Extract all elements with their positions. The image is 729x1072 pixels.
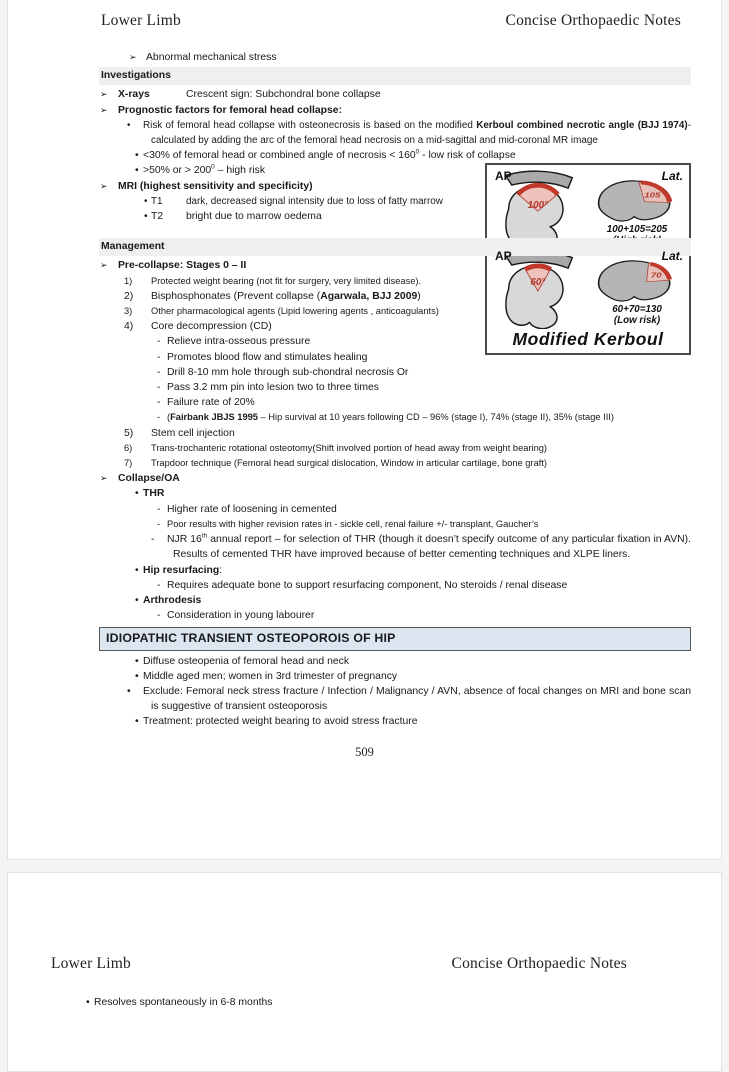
list-marker: -	[157, 336, 161, 348]
content-line: • T2 bright due to marrow oedema	[99, 209, 691, 224]
risk-level: (Low risk)	[613, 315, 661, 327]
content-line: - Promotes blood flow and stimulates healing	[99, 350, 691, 365]
ap-angle-high: 100°	[527, 200, 549, 212]
list-marker: •	[135, 655, 139, 667]
content-line: ➢ Prognostic factors for femoral head collapse:	[99, 103, 691, 118]
lat-angle-low: 70	[650, 270, 662, 280]
list-number: 7)	[124, 458, 133, 469]
list-marker: •	[86, 997, 90, 1008]
content-line: • THR	[99, 486, 691, 501]
content-line: - Relieve intra-osseous pressure	[99, 334, 691, 349]
content-line: ➢ MRI (highest sensitivity and specificity)	[99, 179, 691, 194]
content-line: ➢ X-rays Crescent sign: Subchondral bone collapse	[99, 87, 691, 102]
list-marker: •	[144, 195, 148, 207]
section-management: Management	[99, 238, 691, 256]
running-header-title: Concise Orthopaedic Notes	[451, 955, 627, 972]
content-line: ➢ Collapse/OA	[99, 471, 691, 486]
running-header-chapter: Lower Limb	[101, 12, 181, 29]
list-marker: -	[157, 397, 161, 409]
list-number: 3)	[124, 306, 133, 317]
lat-view-label: Lat.	[661, 169, 683, 184]
content-line: • T1 dark, decreased signal intensity due to loss of fatty marrow	[99, 194, 691, 209]
list-marker: -	[157, 351, 161, 363]
content-line: - Pass 3.2 mm pin into lesion two to three times	[99, 380, 691, 395]
list-number: 2)	[124, 290, 134, 302]
content-line: - Poor results with higher revision rates in - sickle cell, renal failure +/- transplant, Gaucher’s	[99, 517, 691, 532]
list-marker: •	[135, 150, 139, 162]
content-line: 3) Other pharmacological agents (Lipid lowering agents , anticoagulants)	[99, 304, 691, 319]
content-line: - NJR 16th annual report – for selection of THR (though it doesn’t specify outcome of any particular fixation in AVN). Results of cemented THR have improved because of better cementing techniques and XLPE liners.	[151, 532, 691, 561]
list-marker: •	[135, 564, 139, 576]
document-page-2	[7, 872, 722, 1072]
document-page-1	[7, 0, 722, 860]
list-marker: •	[135, 670, 139, 682]
list-number: 5)	[124, 427, 134, 439]
list-marker: ➢	[100, 89, 108, 100]
content-line: - Drill 8-10 mm hole through sub-chondral necrosis Or	[99, 365, 691, 380]
list-marker: ➢	[100, 473, 108, 484]
lat-angle-high: 105	[644, 190, 661, 200]
content-line: 1) Protected weight bearing (not fit for surgery, very limited disease).	[99, 274, 691, 289]
ap-view-label: AP	[495, 169, 512, 184]
list-marker: •	[144, 211, 148, 223]
page1-content	[99, 50, 691, 730]
content-line: • Diffuse osteopenia of femoral head and neck	[99, 654, 691, 669]
list-marker: -	[157, 366, 161, 378]
list-number: 1)	[124, 275, 133, 286]
content-line: 7) Trapdoor technique (Femoral head surgical dislocation, Window in articular cartilage, bone graft)	[99, 456, 691, 471]
content-line: - Higher rate of loosening in cemented	[99, 502, 691, 517]
list-marker: ➢	[129, 52, 137, 62]
list-marker: •	[135, 716, 139, 728]
sum-equation: 100+105=205	[606, 224, 668, 236]
sum-equation: 60+70=130	[612, 304, 662, 316]
list-marker: •	[135, 165, 139, 177]
list-marker: ➢	[100, 104, 108, 115]
content-line: 5) Stem cell injection	[99, 426, 691, 441]
content-line: • Hip resurfacing:	[99, 563, 691, 578]
content-line: • <30% of femoral head or combined angle of necrosis < $160^0$ - low risk of collapse	[99, 148, 691, 163]
ap-view-label: AP	[495, 249, 512, 264]
list-marker: -	[157, 610, 161, 622]
list-marker: ➢	[100, 260, 108, 271]
section-idiopathic-transient-osteoporosis: IDIOPATHIC TRANSIENT OSTEOPOROIS OF HIP	[99, 627, 691, 650]
page2-content	[50, 995, 610, 1010]
list-marker: •	[135, 488, 139, 500]
list-marker: -	[157, 579, 161, 591]
list-marker: -	[157, 503, 161, 515]
figure-caption: Modified Kerboul	[512, 329, 664, 350]
running-header-title: Concise Orthopaedic Notes	[505, 12, 681, 29]
content-line: ➢ Pre-collapse: Stages 0 – II	[99, 258, 691, 273]
list-marker: -	[157, 518, 161, 529]
list-number: 6)	[124, 442, 133, 453]
content-line: - Failure rate of 20%	[99, 395, 691, 410]
content-line: 6) Trans-trochanteric rotational osteotomy(Shift involved portion of head away from weight bearing)	[99, 441, 691, 456]
content-line: ➢ Abnormal mechanical stress	[99, 50, 691, 65]
list-number: 4)	[124, 321, 134, 333]
list-marker: ➢	[100, 180, 108, 191]
content-line: 2) Bisphosphonates (Prevent collapse (Agarwala, BJJ 2009)	[99, 289, 691, 304]
list-marker: -	[157, 412, 161, 423]
content-line: - Consideration in young labourer	[99, 608, 691, 623]
running-header-chapter: Lower Limb	[51, 955, 131, 972]
page-number: 509	[355, 745, 374, 759]
content-line: • Middle aged men; women in 3rd trimester of pregnancy	[99, 669, 691, 684]
content-line: • Resolves spontaneously in 6-8 months	[50, 995, 610, 1010]
content-after-figure	[99, 163, 691, 729]
list-marker: •	[135, 594, 139, 606]
section-investigations: Investigations	[99, 67, 691, 85]
content-line: - Requires adequate bone to support resurfacing component, No steroids / renal disease	[99, 578, 691, 593]
content-line: • Treatment: protected weight bearing to avoid stress fracture	[99, 714, 691, 729]
content-line: • Risk of femoral head collapse with osteonecrosis is based on the modified Kerboul combined necrotic angle (BJJ 1974)- calculated by adding the arc of the femoral head necrosis on a mid-sagittal and mid-coronal MR image	[127, 119, 691, 147]
content-line: • Exclude: Femoral neck stress fracture / Infection / Malignancy / AVN, absence of focal changes on MRI and bone scan is suggestive of transient osteoporosis	[127, 685, 691, 713]
list-marker: -	[157, 382, 161, 394]
content-line: • >50% or > $200^0$ – high risk	[99, 163, 691, 178]
content-line: 4) Core decompression (CD)	[99, 319, 691, 334]
ap-angle-low: 60°	[530, 277, 546, 289]
content-before-figure	[99, 50, 691, 163]
content-line: - (Fairbank JBJS 1995 – Hip survival at 10 years following CD – 96% (stage I), 74% (stage II), 35% (stage III)	[99, 410, 691, 425]
lat-view-label: Lat.	[661, 249, 683, 264]
content-line: • Arthrodesis	[99, 593, 691, 608]
